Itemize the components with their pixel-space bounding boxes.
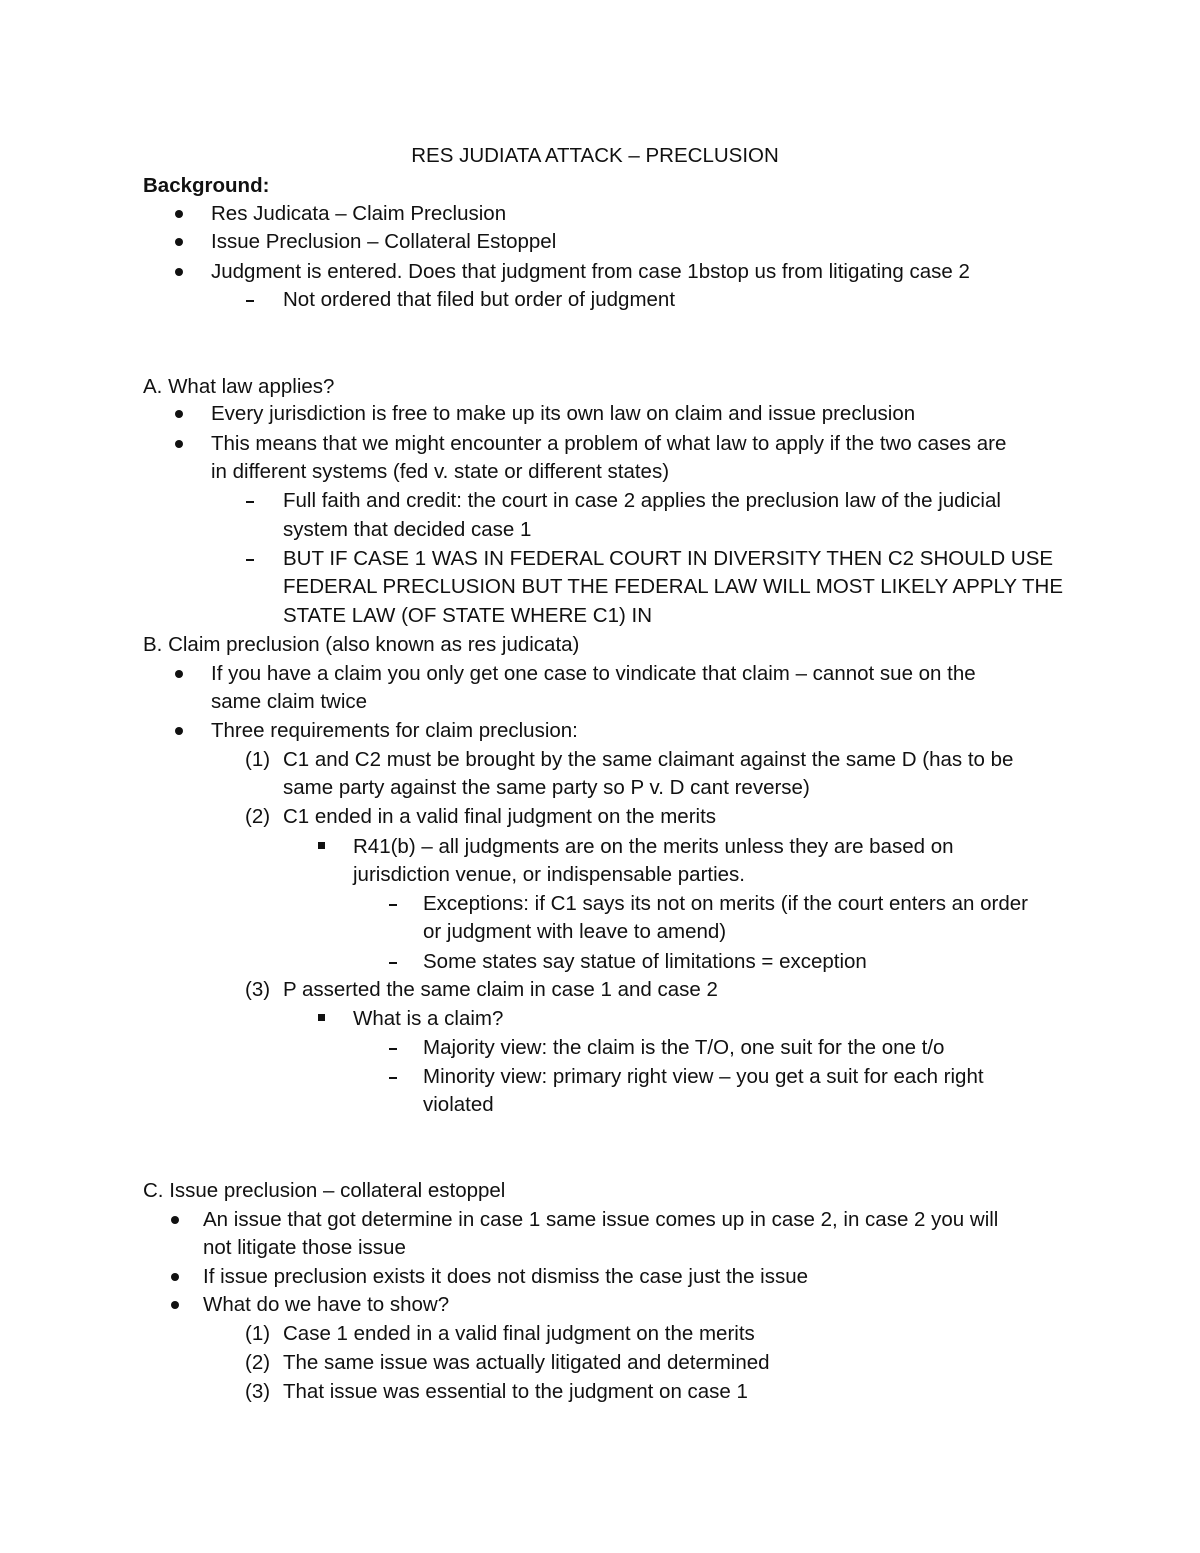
list-number: (2) — [245, 1351, 271, 1374]
list-item-continued: same claim twice — [211, 690, 368, 713]
list-item: Judgment is entered. Does that judgment from case 1bstop us from litigating case 2 — [211, 260, 970, 283]
list-item: Case 1 ended in a valid final judgment on the merits — [283, 1322, 755, 1345]
list-item-continued: STATE LAW (OF STATE WHERE C1) IN — [283, 604, 653, 627]
bullet-icon — [175, 268, 183, 276]
list-item: Three requirements for claim preclusion: — [211, 719, 578, 742]
list-item: Exceptions: if C1 says its not on merits (if the court enters an order — [423, 892, 1029, 915]
list-item: Full faith and credit: the court in case 2 applies the preclusion law of the judicial — [283, 489, 1001, 512]
list-item: Some states say statue of limitations = exception — [423, 950, 867, 973]
list-item: That issue was essential to the judgment on case 1 — [283, 1380, 748, 1403]
list-item: Minority view: primary right view – you get a suit for each right — [423, 1065, 984, 1088]
dash-icon — [246, 559, 254, 561]
dash-icon — [389, 1077, 397, 1079]
list-number: (3) — [245, 1380, 271, 1403]
list-item: R41(b) – all judgments are on the merits unless they are based on — [353, 835, 954, 858]
bullet-icon — [175, 410, 183, 418]
list-item-continued: jurisdiction venue, or indispensable parties. — [353, 863, 746, 886]
dash-icon — [389, 1048, 397, 1050]
background-heading: Background: — [143, 174, 270, 197]
list-item: C1 ended in a valid final judgment on the merits — [283, 805, 717, 828]
list-item: The same issue was actually litigated and determined — [283, 1351, 770, 1374]
section-b-heading: B. Claim preclusion (also known as res judicata) — [143, 633, 580, 656]
list-item: Majority view: the claim is the T/O, one suit for the one t/o — [423, 1036, 945, 1059]
dash-icon — [389, 962, 397, 964]
square-bullet-icon — [318, 842, 325, 849]
list-item: If you have a claim you only get one case to vindicate that claim – cannot sue on the — [211, 662, 976, 685]
list-item: BUT IF CASE 1 WAS IN FEDERAL COURT IN DIVERSITY THEN C2 SHOULD USE — [283, 547, 1054, 570]
bullet-icon — [175, 210, 183, 218]
bullet-icon — [175, 670, 183, 678]
bullet-icon — [175, 238, 183, 246]
bullet-icon — [171, 1216, 179, 1224]
list-item: What do we have to show? — [203, 1293, 450, 1316]
section-a-heading: A. What law applies? — [143, 375, 335, 398]
page-title: RES JUDIATA ATTACK – PRECLUSION — [411, 144, 779, 167]
list-item: Not ordered that filed but order of judgment — [283, 288, 676, 311]
list-item: Issue Preclusion – Collateral Estoppel — [211, 230, 557, 253]
list-item-continued: violated — [423, 1093, 494, 1116]
list-item-continued: in different systems (fed v. state or different states) — [211, 460, 670, 483]
list-item: If issue preclusion exists it does not dismiss the case just the issue — [203, 1265, 809, 1288]
list-item: An issue that got determine in case 1 same issue comes up in case 2, in case 2 you will — [203, 1208, 999, 1231]
bullet-icon — [171, 1273, 179, 1281]
list-item-continued: or judgment with leave to amend) — [423, 920, 727, 943]
list-item: Res Judicata – Claim Preclusion — [211, 202, 507, 225]
list-item-continued: FEDERAL PRECLUSION BUT THE FEDERAL LAW WILL MOST LIKELY APPLY THE — [283, 575, 1064, 598]
list-item-continued: not litigate those issue — [203, 1236, 406, 1259]
bullet-icon — [175, 440, 183, 448]
square-bullet-icon — [318, 1014, 325, 1021]
list-number: (1) — [245, 1322, 271, 1345]
list-number: (1) — [245, 748, 271, 771]
list-item: This means that we might encounter a problem of what law to apply if the two cases are — [211, 432, 1007, 455]
bullet-icon — [175, 727, 183, 735]
list-item-continued: same party against the same party so P v. D cant reverse) — [283, 776, 810, 799]
dash-icon — [246, 501, 254, 503]
list-item: P asserted the same claim in case 1 and case 2 — [283, 978, 718, 1001]
section-c-heading: C. Issue preclusion – collateral estoppel — [143, 1179, 506, 1202]
list-number: (2) — [245, 805, 271, 828]
dash-icon — [246, 300, 254, 302]
list-number: (3) — [245, 978, 271, 1001]
list-item: What is a claim? — [353, 1007, 504, 1030]
dash-icon — [389, 904, 397, 906]
list-item: Every jurisdiction is free to make up its own law on claim and issue preclusion — [211, 402, 916, 425]
bullet-icon — [171, 1301, 179, 1309]
list-item-continued: system that decided case 1 — [283, 518, 532, 541]
list-item: C1 and C2 must be brought by the same claimant against the same D (has to be — [283, 748, 1014, 771]
